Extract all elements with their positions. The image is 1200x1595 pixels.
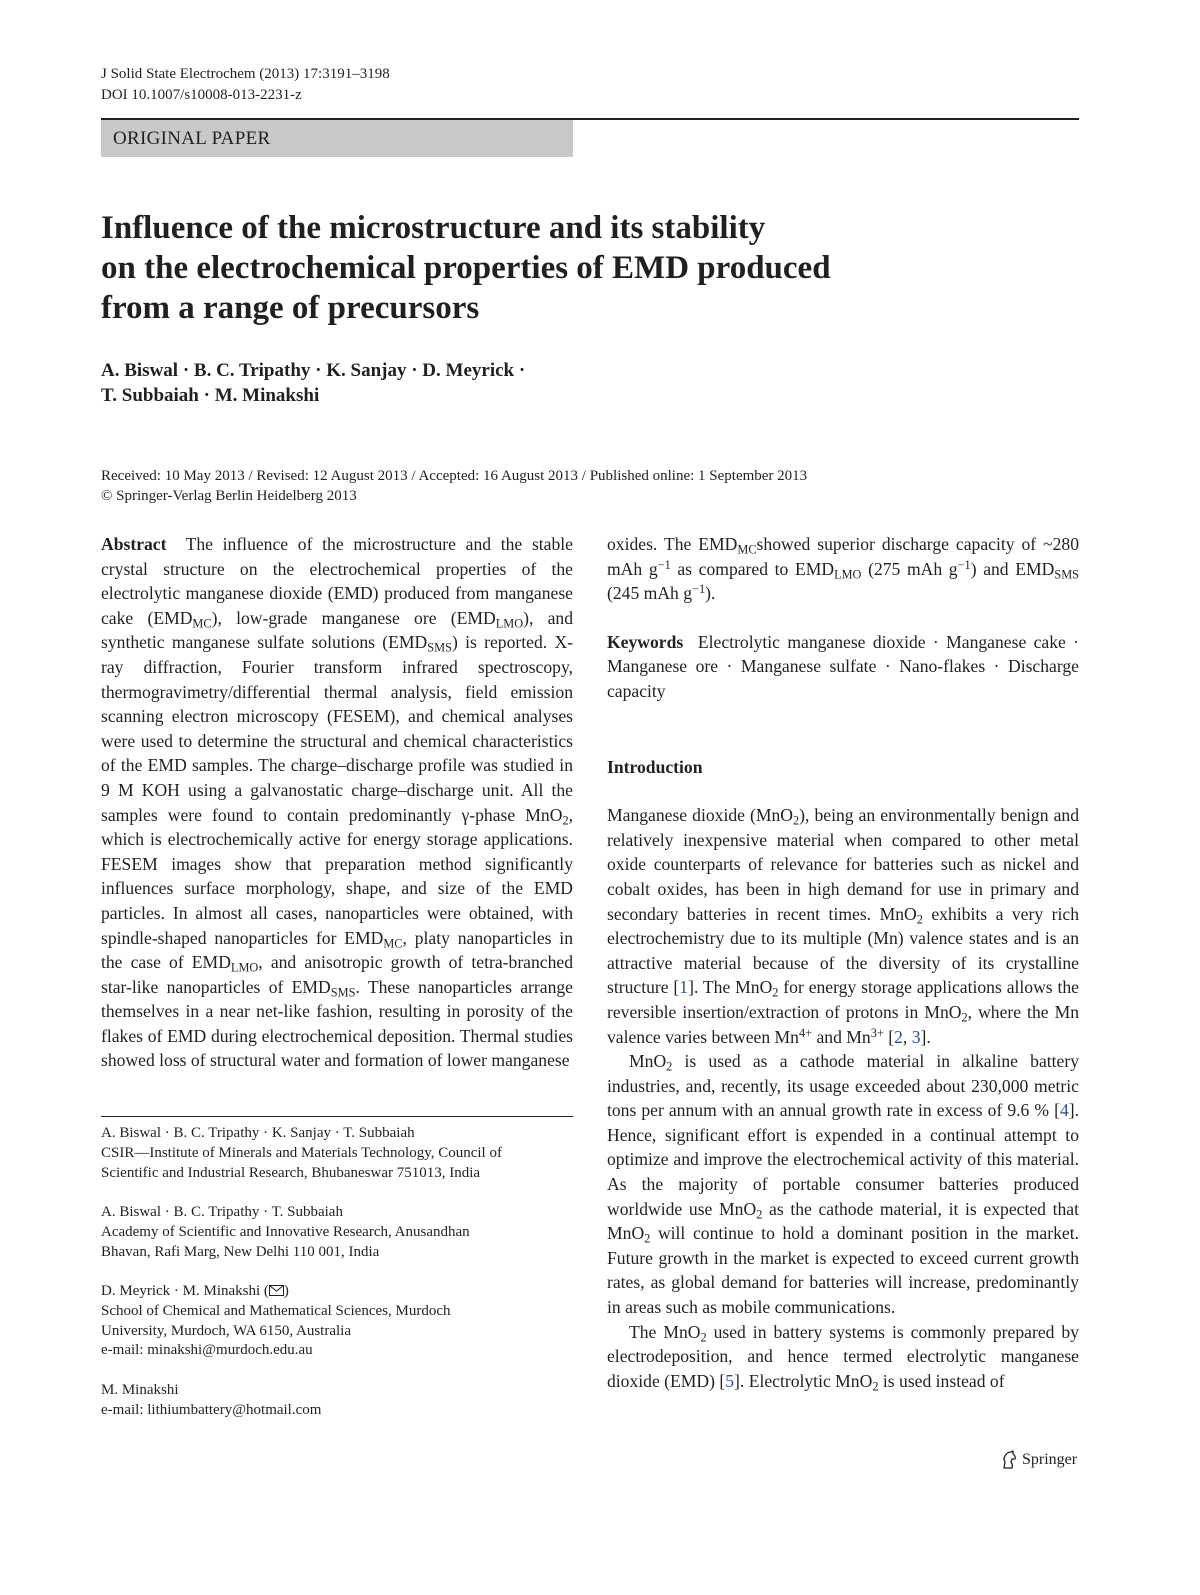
abstract-continued	[607, 532, 1079, 606]
history-line: Received: 10 May 2013 / Revised: 12 August 2013 / Accepted: 16 August 2013 / Published online: 1 September 2013	[101, 468, 808, 484]
springer-horse-icon	[1000, 1450, 1018, 1470]
abstract	[101, 532, 573, 1073]
subscript: 2	[772, 986, 779, 1000]
envelope-icon[interactable]	[269, 1285, 284, 1296]
keywords-label: Keywords	[607, 631, 684, 652]
body-text: is used as a cathode material in alkaline battery industries, and, recently, its usage exceeded about 230,000 metric tons per annum with an annual growth rate in excess of 9.6 % [	[607, 1051, 1079, 1121]
affiliation-email[interactable]: e-mail: minakshi@murdoch.edu.au	[101, 1342, 313, 1359]
subscript: 2	[644, 1231, 651, 1246]
abstract-text: oxides. The EMD	[607, 534, 738, 554]
title-line-3: from a range of precursors	[101, 290, 480, 326]
title-line-2: on the electrochemical properties of EMD produced	[101, 250, 831, 286]
subscript: 2	[700, 1330, 707, 1345]
superscript: −1	[692, 582, 706, 597]
abstract-text: (245 mAh g	[607, 583, 693, 604]
subscript: MC	[737, 542, 757, 557]
abstract-text: showed superior discharge capacity of ~280 mAh g	[607, 534, 1079, 579]
affiliation-3	[101, 1282, 573, 1361]
citation-link[interactable]: 5	[725, 1370, 735, 1391]
subscript: 2	[872, 1379, 879, 1394]
citation-link[interactable]: 4	[1059, 1100, 1069, 1121]
header-rule	[573, 118, 1079, 120]
intro-paragraph-3	[607, 1320, 1079, 1394]
body-text: The MnO	[629, 1321, 701, 1342]
subscript: LMO	[495, 616, 524, 631]
abstract-text: The influence of the microstructure and the stable crystal structure on the electrochemical properties of the electrolytic manganese dioxide (EMD) produced from manganese cake (EMD	[101, 534, 573, 628]
author-list	[101, 358, 801, 408]
body-text: exhibits a very rich electrochemistry due to its multiple (Mn) valence states and is an attractive material because of the diversity of its crystalline structure [	[607, 903, 1079, 998]
body-text: as the cathode material, it is expected that MnO	[607, 1198, 1079, 1244]
abstract-text: as compared to EMD	[670, 558, 835, 579]
abstract-text: , which is electrochemically active for energy storage applications. FESEM images show that preparation method significantly influences surface morphology, shape, and size of the EMD particles. In almost all cases, nanoparticles were obtained, with spindle-shaped nanoparticles for EMD	[101, 804, 573, 948]
subscript: 2	[793, 813, 800, 828]
abstract-text: ).	[705, 583, 716, 604]
affiliation-authors: A. Biswal · B. C. Tripathy · T. Subbaiah	[101, 1204, 343, 1220]
body-text: will continue to hold a dominant position in the market. Future growth in the market is expected to exceed current growth rates, as global demand for batteries will increase, predominantly in areas such as mobile communications.	[607, 1223, 1079, 1318]
keywords	[607, 630, 1079, 704]
subscript: SMS	[427, 641, 452, 656]
abstract-label: Abstract	[101, 534, 167, 554]
journal-line: J Solid State Electrochem (2013) 17:3191–3198	[101, 66, 390, 82]
body-text: [	[883, 1026, 895, 1047]
affiliation-line: Scientific and Industrial Research, Bhubaneswar 751013, India	[101, 1164, 481, 1181]
subscript: 2	[562, 813, 569, 828]
intro-paragraph-1	[607, 803, 1079, 1049]
footnote-rule	[101, 1116, 573, 1117]
affiliation-line: Academy of Scientific and Innovative Research, Anusandhan	[101, 1223, 470, 1240]
publication-history	[101, 466, 1101, 506]
body-text: and Mn	[812, 1026, 871, 1047]
right-column	[607, 532, 1079, 1393]
affiliation-2	[101, 1203, 573, 1262]
affiliation-line: University, Murdoch, WA 6150, Australia	[101, 1322, 351, 1339]
superscript: −1	[657, 557, 671, 572]
abstract-text: ) is reported. X-ray diffraction, Fourier transform infrared spectroscopy, thermogravimetry/differential thermal analysis, field emission scanning electron microscopy (FESEM), and chemical analyses were used to determine the structural and chemical characteristics of the EMD samples. The charge–discharge profile was studied in 9 M KOH using a galvanostatic charge–discharge unit. All the samples were found to contain predominantly γ-phase MnO	[101, 632, 574, 825]
superscript: −1	[957, 557, 971, 572]
body-text: Manganese dioxide (MnO	[607, 805, 794, 826]
publisher-logo	[1000, 1450, 1077, 1470]
citation-link[interactable]: 1	[679, 977, 689, 998]
abstract-text: (275 mAh g	[861, 558, 958, 579]
body-text: ]. Hence, significant effort is expended in a continual attempt to optimize and improve the electrochemical activity of this material. As the majority of portable consumer batteries produced worldwide use MnO	[607, 1100, 1079, 1219]
affiliation-line: Bhavan, Rafi Marg, New Delhi 110 001, India	[101, 1243, 380, 1260]
body-text: ,	[902, 1026, 912, 1047]
affiliation-email[interactable]: e-mail: lithiumbattery@hotmail.com	[101, 1401, 322, 1418]
affiliation-4	[101, 1381, 573, 1421]
subscript: SMS	[330, 985, 356, 1000]
subscript: 2	[756, 1207, 763, 1222]
subscript: 2	[666, 1059, 673, 1074]
subscript: 2	[916, 912, 923, 927]
affiliation-authors-text: D. Meyrick · M. Minakshi (	[101, 1283, 269, 1299]
section-heading-introduction: Introduction	[607, 756, 703, 777]
body-text: for energy storage applications allows the reversible insertion/extraction of protons in MnO	[607, 977, 1079, 1022]
intro-paragraph-2	[607, 1049, 1079, 1320]
affiliation-authors	[101, 1282, 573, 1302]
article-type: ORIGINAL PAPER	[113, 128, 271, 149]
keywords-text: Electrolytic manganese dioxide · Manganese cake · Manganese ore · Manganese sulfate · Nano-flakes · Discharge capacity	[607, 631, 1080, 701]
subscript: MC	[383, 936, 403, 951]
abstract-text: , and anisotropic growth of tetra-branched star-like nanoparticles of EMD	[101, 952, 574, 997]
body-text: MnO	[629, 1051, 667, 1072]
abstract-text: ) and EMD	[970, 558, 1055, 579]
body-text: ]. The MnO	[688, 977, 773, 998]
abstract-column	[101, 532, 573, 1073]
citation-link[interactable]: 2	[894, 1026, 903, 1047]
body-text: used in battery systems is commonly prepared by electrodeposition, and hence termed electrolytic manganese dioxide (EMD) [	[607, 1321, 1079, 1391]
title-line-1: Influence of the microstructure and its stability	[101, 210, 766, 246]
citation-link[interactable]: 3	[911, 1026, 921, 1047]
subscript: LMO	[230, 960, 259, 975]
article-type-band	[101, 118, 573, 157]
body-text: , where the Mn valence varies between Mn	[607, 1001, 1080, 1047]
abstract-text: ), and synthetic manganese sulfate solutions (EMD	[101, 607, 573, 653]
affiliation-line: CSIR—Institute of Minerals and Materials Technology, Council of	[101, 1144, 502, 1161]
body-text: ]. Electrolytic MnO	[734, 1370, 873, 1391]
affiliation-authors: A. Biswal · B. C. Tripathy · K. Sanjay · T. Subbaiah	[101, 1125, 415, 1141]
affiliation-authors-text: )	[283, 1283, 289, 1299]
affiliation-authors: M. Minakshi	[101, 1382, 179, 1398]
abstract-text: , platy nanoparticles in the case of EMD	[101, 927, 573, 973]
doi-line: DOI 10.1007/s10008-013-2231-z	[101, 87, 302, 103]
copyright-line: © Springer-Verlag Berlin Heidelberg 2013	[101, 488, 357, 504]
subscript: 2	[961, 1010, 968, 1025]
publisher-name: Springer	[1022, 1451, 1078, 1468]
abstract-text: . These nanoparticles arrange themselves in a near net-like fashion, resulting in porosity of the flakes of EMD during electrochemical deposition. Thermal studies showed loss of structural water and formation of lower manganese	[101, 976, 573, 1071]
paper-title	[101, 208, 1001, 328]
superscript: 3+	[870, 1025, 884, 1040]
authors-line-2: T. Subbaiah · M. Minakshi	[101, 385, 320, 406]
subscript: LMO	[834, 567, 862, 582]
subscript: SMS	[1054, 567, 1079, 582]
body-text: ].	[920, 1026, 931, 1047]
body-text: ), being an environmentally benign and relatively inexpensive material when compared to other metal oxide counterparts of relevance for batteries such as nickel and cobalt oxides, has been in high demand for use in primary and secondary batteries in recent times. MnO	[607, 805, 1079, 924]
body-text: is used instead of	[878, 1370, 1005, 1391]
authors-line-1: A. Biswal · B. C. Tripathy · K. Sanjay · D. Meyrick ·	[101, 360, 526, 381]
journal-reference	[101, 64, 390, 106]
affiliation-1	[101, 1124, 573, 1183]
abstract-text: ), low-grade manganese ore (EMD	[211, 607, 496, 628]
affiliation-line: School of Chemical and Mathematical Sciences, Murdoch	[101, 1302, 451, 1319]
superscript: 4+	[798, 1025, 813, 1040]
subscript: MC	[192, 616, 212, 631]
